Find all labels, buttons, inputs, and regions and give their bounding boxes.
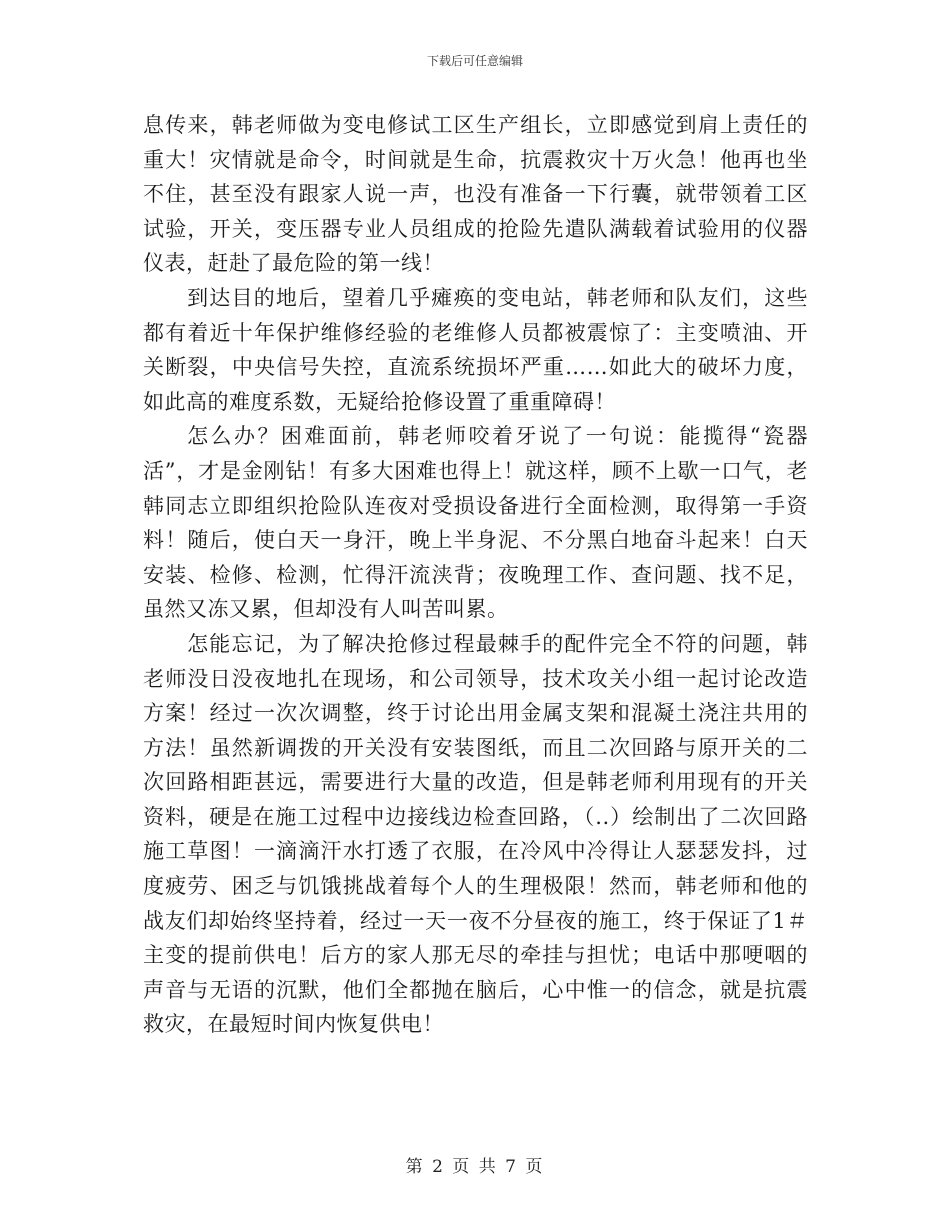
page-header: 下载后可任意编辑 xyxy=(426,54,523,68)
paragraph: 到达目的地后，望着几乎瘫痪的变电站，韩老师和队友们，这些都有着近十年保护维修经验的老维修人员都被震惊了：主变喷油、开关断裂，中央信号失控，直流系统损坏严重……如此大的破坏力度，如此高的难度系数，无疑给抢修设置了重重障碍！ xyxy=(143,285,808,414)
document-body xyxy=(143,108,808,1042)
page-number-footer: 第 2 页 共 7 页 xyxy=(405,1157,545,1177)
paragraph: 怎么办？困难面前，韩老师咬着牙说了一句说：能揽得“瓷器活”，才是金刚钻！有多大困难也得上！就这样，顾不上歇一口气，老韩同志立即组织抢险队连夜对受损设备进行全面检测，取得第一手资料！随后，使白天一身汗，晚上半身泥、不分黑白地奋斗起来！白天安装、检修、检测，忙得汗流浃背；夜晚理工作、查问题、找不足，虽然又冻又累，但却没有人叫苦叫累。 xyxy=(143,424,808,622)
paragraph-continued: 息传来，韩老师做为变电修试工区生产组长，立即感觉到肩上责任的重大！灾情就是命令，时间就是生命，抗震救灾十万火急！他再也坐不住，甚至没有跟家人说一声，也没有准备一下行囊，就带领着工区试验，开关，变压器专业人员组成的抢险先遣队满载着试验用的仪器仪表，赶赴了最危险的第一线！ xyxy=(143,113,808,276)
paragraph: 怎能忘记，为了解决抢修过程最棘手的配件完全不符的问题，韩老师没日没夜地扎在现场，和公司领导，技术攻关小组一起讨论改造方案！经过一次次调整，终于讨论出用金属支架和混凝土浇注共用的方法！虽然新调拨的开关没有安装图纸，而且二次回路与原开关的二次回路相距甚远，需要进行大量的改造，但是韩老师利用现有的开关资料，硬是在施工过程中边接线边检查回路，（..）绘制出了二次回路施工草图！一滴滴汗水打透了衣服，在冷风中冷得让人瑟瑟发抖，过度疲劳、困乏与饥饿挑战着每个人的生理极限！然而，韩老师和他的战友们却始终坚持着，经过一天一夜不分昼夜的施工，终于保证了1＃主变的提前供电！后方的家人那无尽的牵挂与担忧；电话中那哽咽的声音与无语的沉默，他们全都抛在脑后，心中惟一的信念，就是抗震救灾，在最短时间内恢复供电！ xyxy=(143,631,808,1037)
